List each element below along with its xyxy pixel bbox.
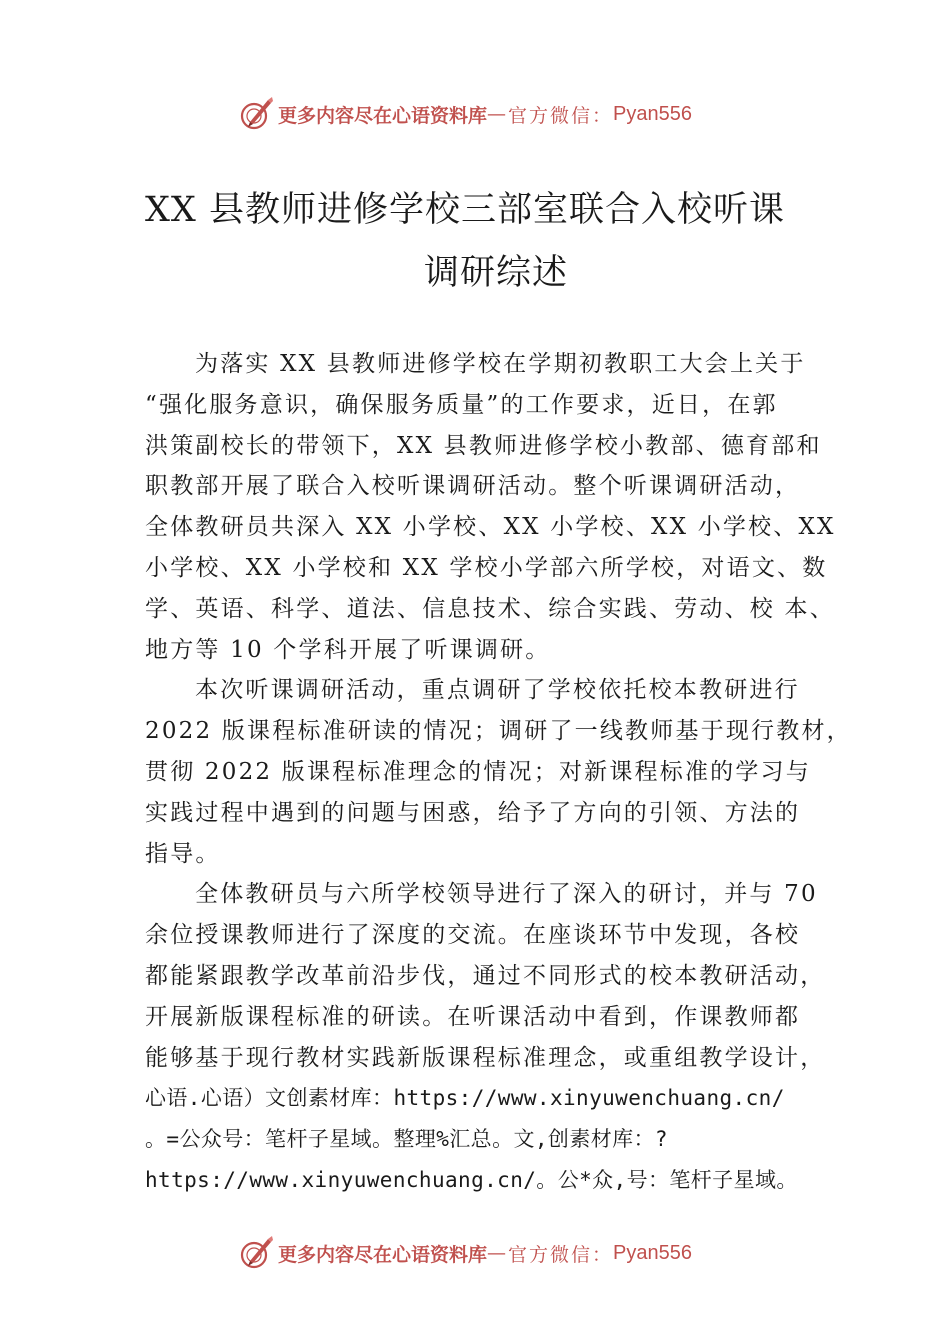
paragraph-1-line: 洪策副校长的带领下，XX 县教师进修学校小教部、德育部和 (145, 432, 822, 459)
paragraph-2-line: 实践过程中遇到的问题与困惑，给予了方向的引领、方法的 (145, 799, 801, 826)
paragraph-2-line: 本次听课调研活动，重点调研了学校依托校本教研进行 (195, 677, 800, 704)
paragraph-1-line: 地方等 10 个学科开展了听课调研。 (145, 636, 551, 663)
banner-wechat-label: 官方微信： (508, 1243, 614, 1266)
paragraph-3-line: 开展新版课程标准的研读。在听课活动中看到，作课教师都 (145, 1003, 801, 1030)
paragraph-1-line: 小学校、XX 小学校和 XX 学校小学部六所学校，对语文、数 (145, 554, 828, 581)
document-title-line-1: XX 县教师进修学校三部室联合入校听课 (145, 190, 785, 230)
header-watermark-banner (238, 94, 758, 134)
footer-watermark-banner (238, 1233, 758, 1273)
paragraph-3-line: 能够基于现行教材实践新版课程标准理念，或重组教学设计， (145, 1044, 826, 1071)
watermark-text-line: https://www.xinyuwenchuang.cn/。公*众,号：笔杆子星域。 (145, 1167, 798, 1192)
paragraph-1-line: 学、英语、科学、道法、信息技术、综合实践、劳动、校 本、 (145, 595, 835, 622)
quill-pen-logo-icon (238, 1235, 274, 1271)
paragraph-1-line: “强化服务意识，确保服务质量”的工作要求，近日，在郭 (145, 391, 778, 418)
document-body (145, 344, 852, 1201)
paragraph-2-line: 2022 版课程标准研读的情况；调研了一线教师基于现行教材， (145, 718, 852, 745)
paragraph-1-line: 全体教研员共深入 XX 小学校、XX 小学校、XX 小学校、XX (145, 514, 836, 541)
paragraph-2-line: 指导。 (145, 840, 221, 867)
paragraph-3-line: 全体教研员与六所学校领导进行了深入的研讨，并与 70 (195, 881, 818, 908)
banner-dash: — (487, 103, 509, 125)
paragraph-2-line: 贯彻 2022 版课程标准理念的情况；对新课程标准的学习与 (145, 758, 811, 785)
watermark-text-line: 心语.心语）文创素材库：https://www.xinyuwenchuang.cn/ (145, 1086, 785, 1111)
watermark-text-line: 。=公众号：笔杆子星域。整理%汇总。文,创素材库：? (145, 1127, 668, 1152)
document-title-line-2: 调研综述 (424, 253, 569, 293)
paragraph-1-line: 职教部开展了联合入校听课调研活动。整个听课调研活动， (145, 473, 801, 500)
paragraph-3-line: 余位授课教师进行了深度的交流。在座谈环节中发现，各校 (145, 922, 801, 949)
banner-brand-text: 更多内容尽在心语资料库 (278, 1243, 488, 1266)
paragraph-3-line: 都能紧跟教学改革前沿步伐，通过不同形式的校本教研活动， (145, 962, 826, 989)
paragraph-1-line: 为落实 XX 县教师进修学校在学期初教职工大会上关于 (195, 351, 806, 377)
banner-wechat-id: Pyan556 (613, 1241, 692, 1264)
banner-dash: — (487, 1242, 509, 1264)
banner-brand-text: 更多内容尽在心语资料库 (278, 104, 488, 127)
banner-wechat-label: 官方微信： (508, 104, 614, 127)
quill-pen-logo-icon (238, 96, 274, 132)
banner-wechat-id: Pyan556 (613, 102, 692, 125)
